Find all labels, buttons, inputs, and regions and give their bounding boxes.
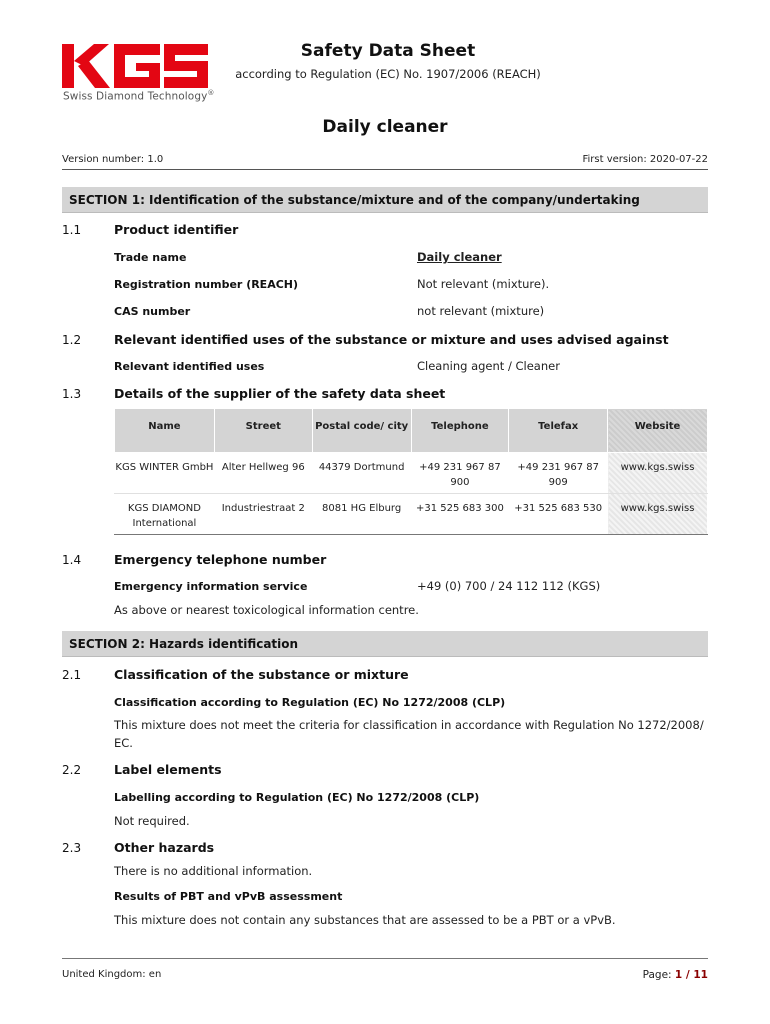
section-1-2-number: 1.2 bbox=[62, 333, 82, 347]
table-cell: Industriestraat 2 bbox=[214, 494, 312, 535]
identified-uses-label: Relevant identified uses bbox=[114, 360, 265, 373]
section-2-bar: SECTION 2: Hazards identification bbox=[62, 631, 708, 657]
page-number: Page: 1 / 11 bbox=[642, 969, 708, 981]
labelling-text: Not required. bbox=[114, 814, 190, 828]
table-cell: KGS WINTER GmbH bbox=[115, 453, 215, 494]
table-cell: KGS DIAMOND International bbox=[115, 494, 215, 535]
section-2-3-heading: Other hazards bbox=[114, 840, 215, 855]
column-header: Telephone bbox=[411, 409, 509, 453]
table-cell: +49 231 967 87 909 bbox=[509, 453, 608, 494]
section-1-bar: SECTION 1: Identification of the substance/mixture and of the company/undertaking bbox=[62, 187, 708, 213]
column-header: Street bbox=[214, 409, 312, 453]
table-cell: +49 231 967 87 900 bbox=[411, 453, 509, 494]
table-row bbox=[115, 453, 708, 494]
identified-uses-value: Cleaning agent / Cleaner bbox=[417, 359, 560, 373]
emergency-service-value: +49 (0) 700 / 24 112 112 (KGS) bbox=[417, 579, 601, 593]
classification-label: Classification according to Regulation (EC) No 1272/2008 (CLP) bbox=[114, 696, 506, 709]
trade-name-value: Daily cleaner bbox=[417, 250, 502, 264]
table-row bbox=[115, 494, 708, 535]
table-cell: 44379 Dortmund bbox=[312, 453, 411, 494]
table-cell: Alter Hellweg 96 bbox=[214, 453, 312, 494]
table-cell: +31 525 683 530 bbox=[509, 494, 608, 535]
classification-text: This mixture does not meet the criteria for classification in accordance with Regulation No 1272/2008/ EC. bbox=[114, 718, 704, 750]
section-1-2-heading: Relevant identified uses of the substance or mixture and uses advised against bbox=[114, 332, 669, 347]
first-version-date: First version: 2020-07-22 bbox=[582, 154, 708, 165]
section-2-1-number: 2.1 bbox=[62, 668, 82, 682]
table-cell: 8081 HG Elburg bbox=[312, 494, 411, 535]
section-2-1-heading: Classification of the substance or mixture bbox=[114, 667, 409, 682]
section-2-2-number: 2.2 bbox=[62, 763, 82, 777]
section-2-2-heading: Label elements bbox=[114, 762, 222, 777]
emergency-note: As above or nearest toxicological information centre. bbox=[114, 603, 419, 617]
other-hazards-text: There is no additional information. bbox=[114, 864, 313, 878]
section-2-3-number: 2.3 bbox=[62, 841, 82, 855]
pbt-assessment-label: Results of PBT and vPvB assessment bbox=[114, 890, 343, 903]
document-title: Safety Data Sheet bbox=[300, 41, 476, 61]
document-subtitle: according to Regulation (EC) No. 1907/2006 (REACH) bbox=[235, 67, 541, 81]
section-1-4-heading: Emergency telephone number bbox=[114, 552, 327, 567]
table-cell: www.kgs.swiss bbox=[608, 494, 708, 535]
trade-name-label: Trade name bbox=[114, 251, 187, 264]
table-cell: +31 525 683 300 bbox=[411, 494, 509, 535]
registration-number-value: Not relevant (mixture). bbox=[417, 277, 550, 291]
footer-locale: United Kingdom: en bbox=[62, 969, 162, 980]
registration-number-label: Registration number (REACH) bbox=[114, 278, 299, 291]
column-header: Website bbox=[608, 409, 708, 453]
cas-number-value: not relevant (mixture) bbox=[417, 304, 545, 318]
section-1-4-number: 1.4 bbox=[62, 553, 82, 567]
column-header: Postal code/ city bbox=[312, 409, 411, 453]
labelling-label: Labelling according to Regulation (EC) No 1272/2008 (CLP) bbox=[114, 791, 480, 804]
emergency-service-label: Emergency information service bbox=[114, 580, 308, 593]
section-1-1-number: 1.1 bbox=[62, 223, 82, 237]
cas-number-label: CAS number bbox=[114, 305, 191, 318]
pbt-assessment-text: This mixture does not contain any substances that are assessed to be a PBT or a vPvB. bbox=[114, 913, 616, 927]
table-cell: www.kgs.swiss bbox=[608, 453, 708, 494]
section-1-3-number: 1.3 bbox=[62, 387, 82, 401]
supplier-table bbox=[114, 408, 708, 535]
product-title: Daily cleaner bbox=[322, 117, 448, 137]
table-header-row bbox=[115, 409, 708, 453]
column-header: Name bbox=[115, 409, 215, 453]
version-number: Version number: 1.0 bbox=[62, 154, 164, 165]
column-header: Telefax bbox=[509, 409, 608, 453]
section-1-1-heading: Product identifier bbox=[114, 222, 239, 237]
logo-tagline: Swiss Diamond Technology® bbox=[63, 89, 215, 103]
section-1-3-heading: Details of the supplier of the safety data sheet bbox=[114, 386, 446, 401]
footer-divider bbox=[62, 958, 708, 959]
header-divider bbox=[62, 169, 708, 170]
